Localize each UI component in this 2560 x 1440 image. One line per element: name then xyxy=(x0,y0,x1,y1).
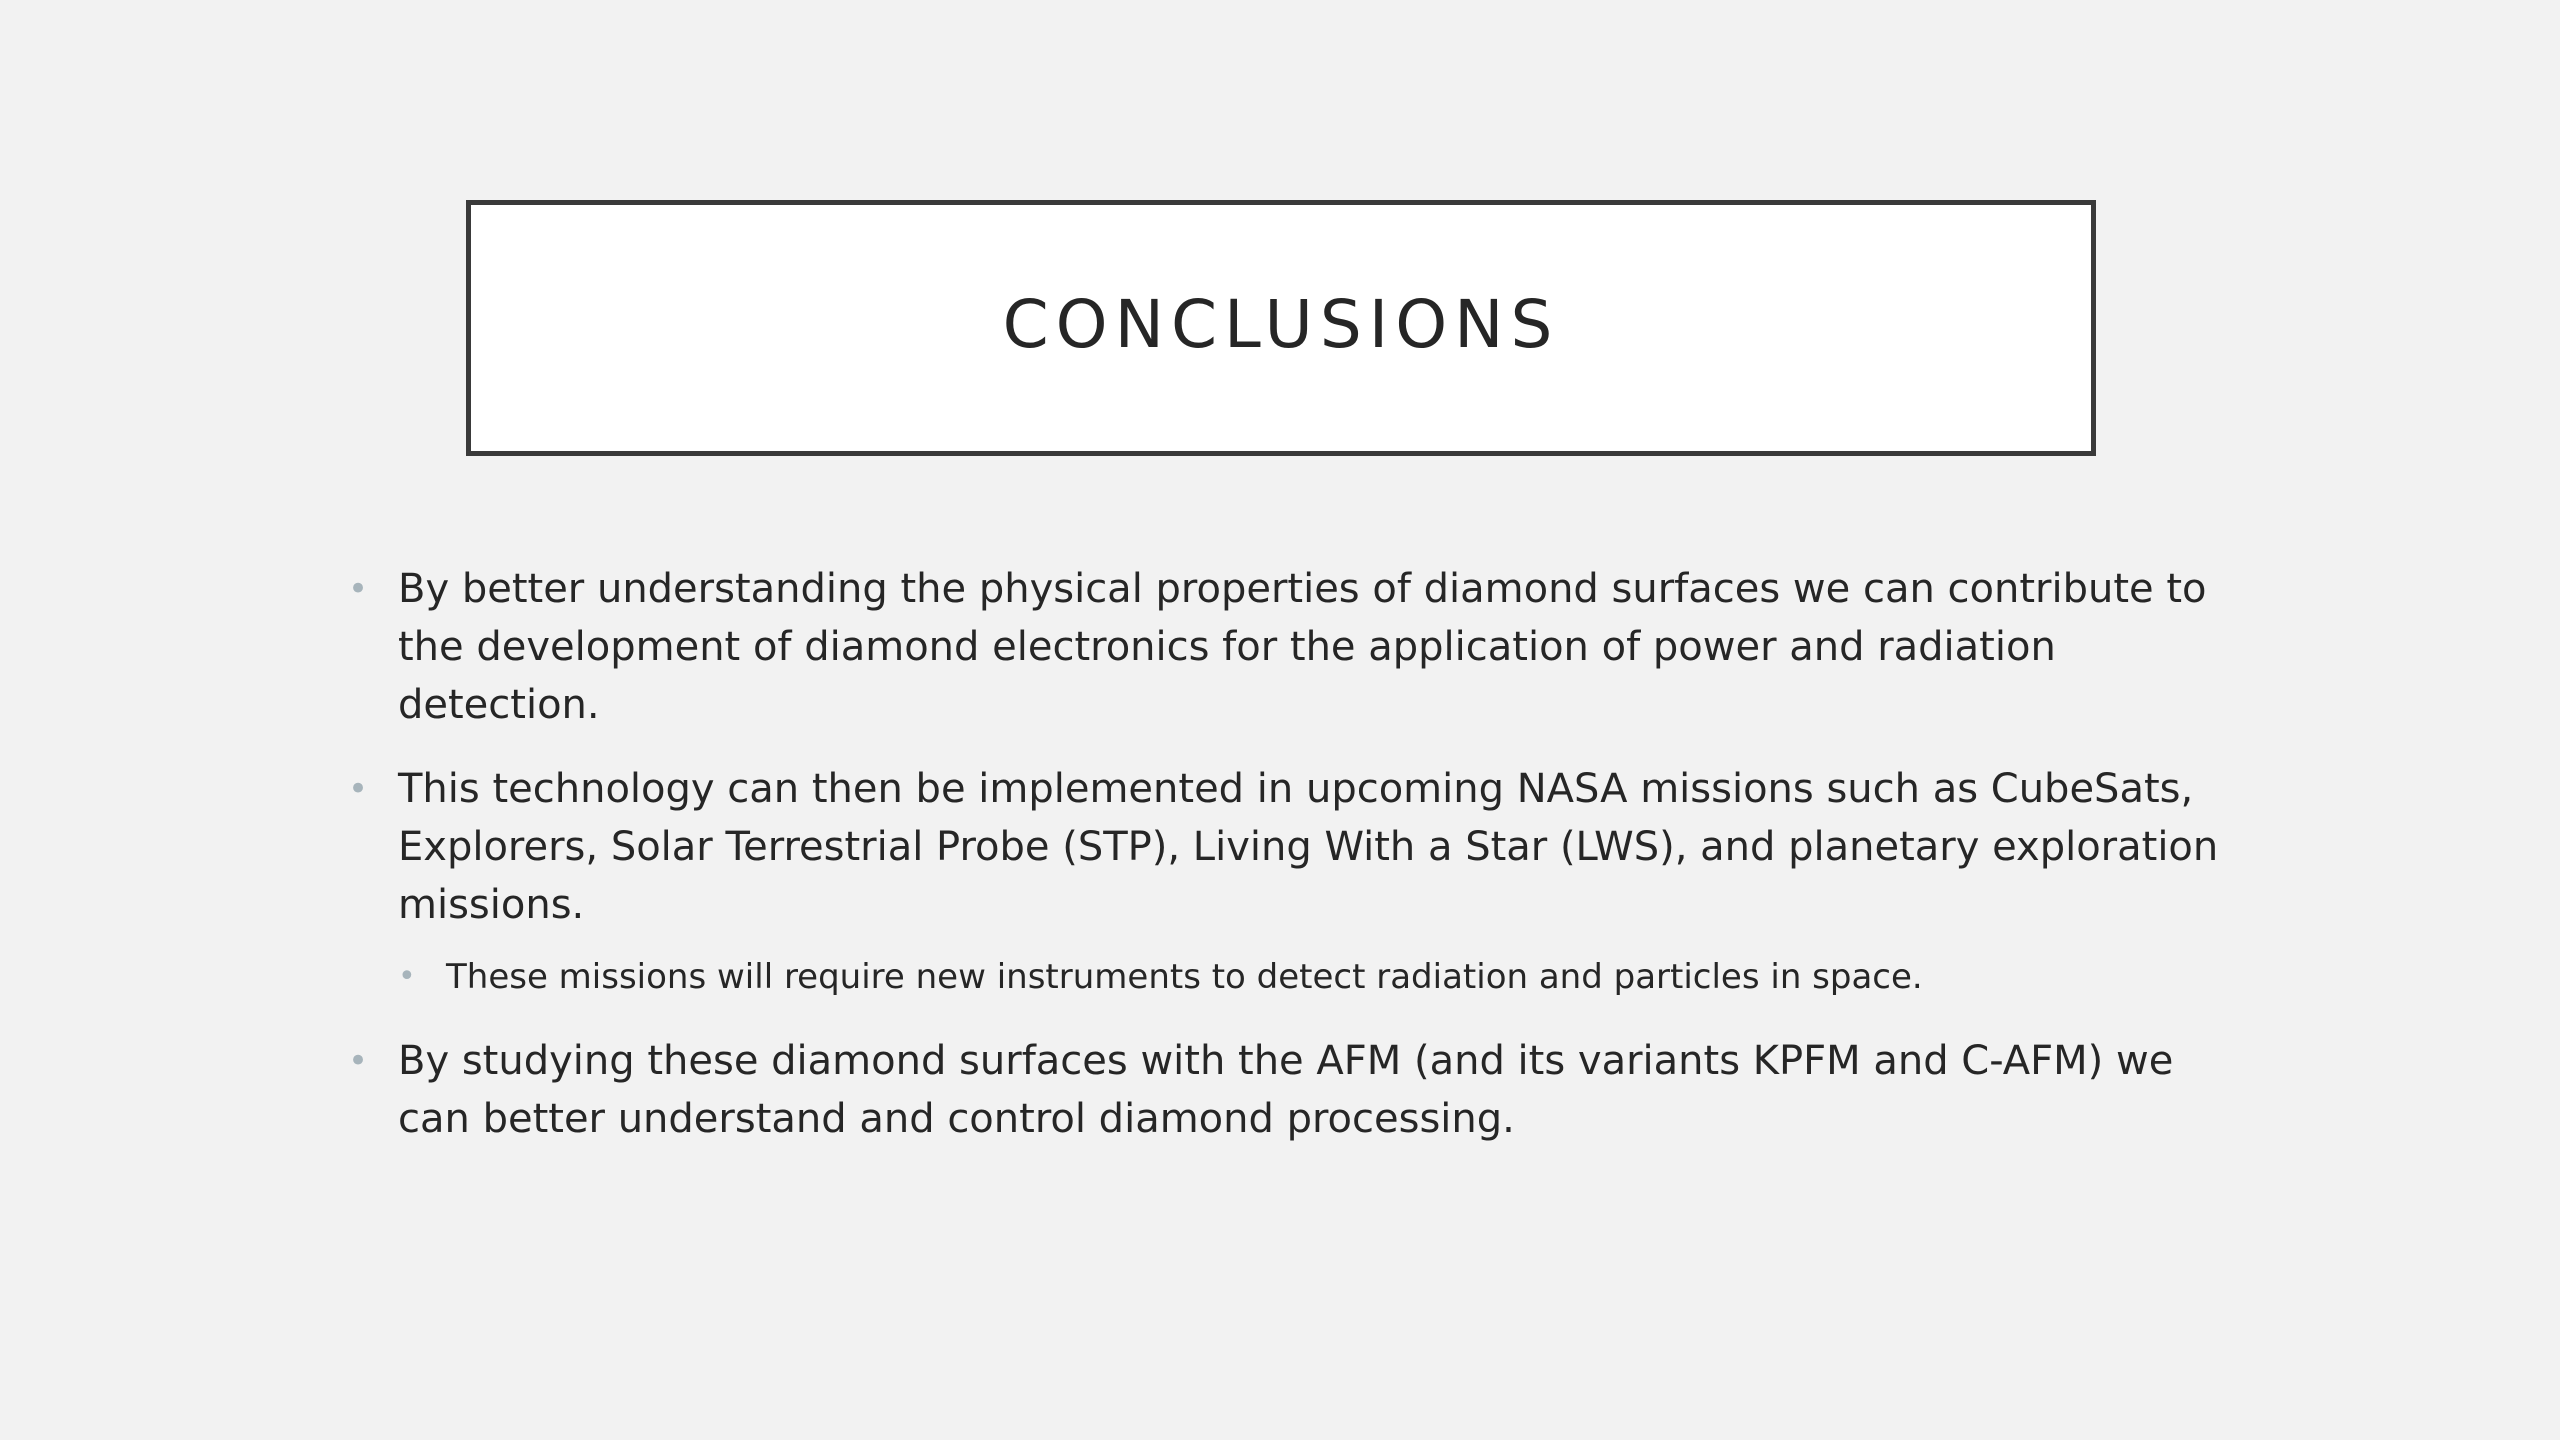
bullet-marker-icon: • xyxy=(398,959,416,994)
bullet-text: This technology can then be implemented in upcoming NASA missions such as CubeSats, Explorers, Solar Terrestrial Probe (STP), Living With a Star (LWS), and planetary exploration missions. xyxy=(398,766,2219,928)
bullet-marker-icon: • xyxy=(348,569,369,609)
bullet-item xyxy=(340,560,2240,734)
slide-title: CONCLUSIONS xyxy=(1002,285,1560,363)
bullet-marker-icon: • xyxy=(348,769,369,809)
title-box xyxy=(466,200,2096,456)
bullet-text: By better understanding the physical properties of diamond surfaces we can contribute to the development of diamond electronics for the application of power and radiation detection. xyxy=(398,566,2207,728)
bullet-item xyxy=(340,1032,2240,1148)
bullet-item xyxy=(340,760,2240,934)
sub-bullet-item xyxy=(340,952,2240,1002)
bullet-marker-icon: • xyxy=(348,1041,369,1081)
bullet-text: By studying these diamond surfaces with the AFM (and its variants KPFM and C-AFM) we can better understand and control diamond processing. xyxy=(398,1038,2174,1142)
bullet-list xyxy=(340,560,2240,1174)
sub-bullet-text: These missions will require new instruments to detect radiation and particles in space. xyxy=(446,957,1923,997)
